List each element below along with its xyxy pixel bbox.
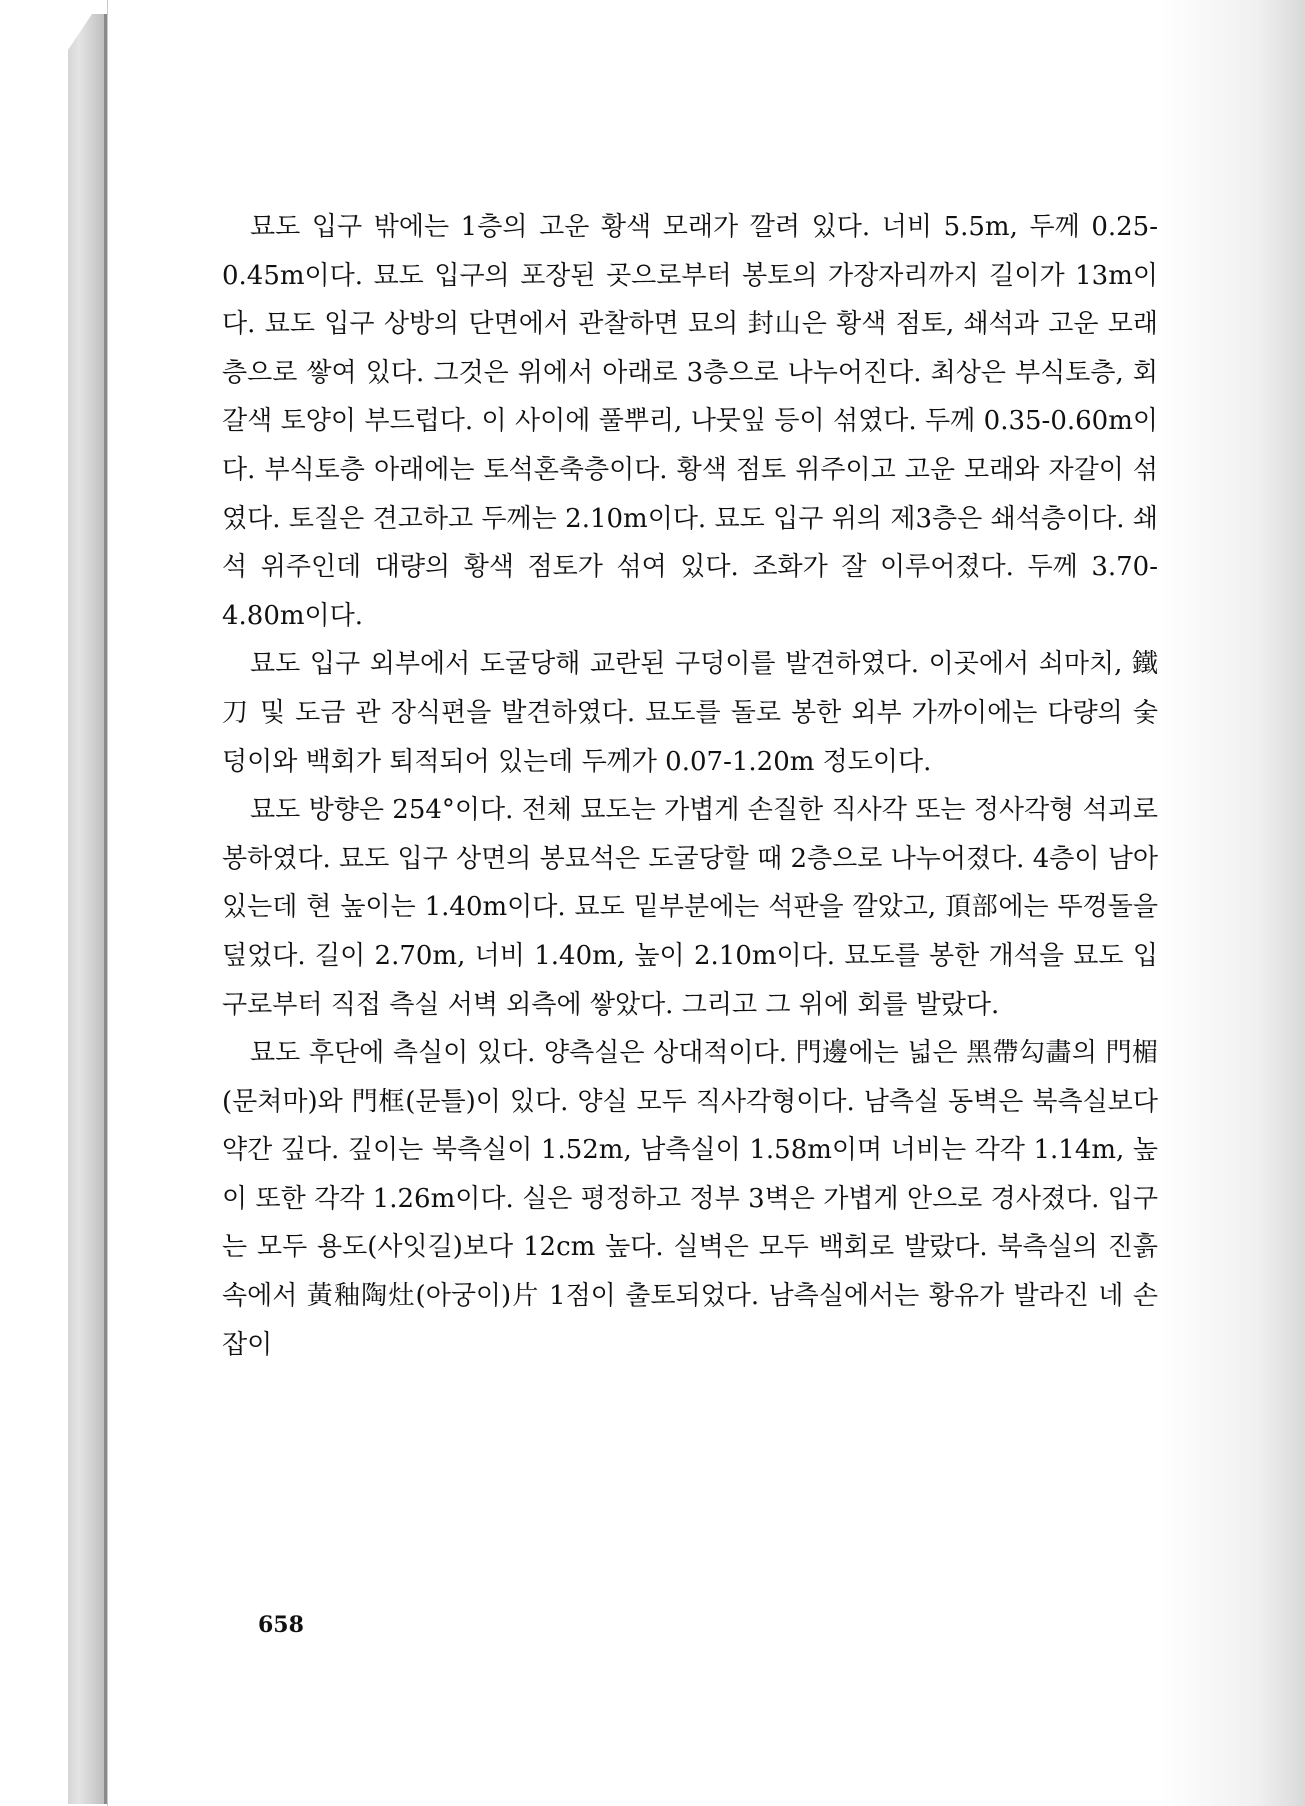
book-spine: [68, 14, 106, 1804]
page-border: [107, 0, 108, 1806]
body-text: [222, 203, 1158, 1369]
paragraph-2: 묘도 입구 외부에서 도굴당해 교란된 구덩이를 발견하였다. 이곳에서 쇠마치, 鐵刀 및 도금 관 장식편을 발견하였다. 묘도를 돌로 봉한 외부 가까이에는 다량의 숯덩이와 백회가 퇴적되어 있는데 두께가 0.07-1.20m 정도이다.: [222, 649, 1158, 777]
paragraph-4: 묘도 후단에 측실이 있다. 양측실은 상대적이다. 門邊에는 넓은 黑帶勾畵의 門楣(문쳐마)와 門框(문틀)이 있다. 양실 모두 직사각형이다. 남측실 동벽은 북측실보다 약간 깊다. 깊이는 북측실이 1.52m, 남측실이 1.58m이며 너비는 각각 1.14m, 높이 또한 각각 1.26m이다. 실은 평정하고 정부 3벽은 가볍게 안으로 경사졌다. 입구는 모두 용도(사잇길)보다 12cm 높다. 실벽은 모두 백회로 발랐다. 북측실의 진흙 속에서 黃釉陶灶(아궁이)片 1점이 출토되었다. 남측실에서는 황유가 발라진 네 손잡이: [222, 1038, 1158, 1360]
paragraph-3: 묘도 방향은 254°이다. 전체 묘도는 가볍게 손질한 직사각 또는 정사각형 석괴로 봉하였다. 묘도 입구 상면의 봉묘석은 도굴당할 때 2층으로 나누어졌다. 4층이 남아 있는데 현 높이는 1.40m이다. 묘도 밑부분에는 석판을 깔았고, 頂部에는 뚜껑돌을 덮었다. 길이 2.70m, 너비 1.40m, 높이 2.10m이다. 묘도를 봉한 개석을 묘도 입구로부터 직접 측실 서벽 외측에 쌓았다. 그리고 그 위에 회를 발랐다.: [222, 795, 1158, 1020]
page-number: 658: [258, 1612, 304, 1638]
paragraph-1: 묘도 입구 밖에는 1층의 고운 황색 모래가 깔려 있다. 너비 5.5m, 두께 0.25-0.45m이다. 묘도 입구의 포장된 곳으로부터 봉토의 가장자리까지 길이가 13m이다. 묘도 입구 상방의 단면에서 관찰하면 묘의 封山은 황색 점토, 쇄석과 고운 모래층으로 쌓여 있다. 그것은 위에서 아래로 3층으로 나누어진다. 최상은 부식토층, 회갈색 토양이 부드럽다. 이 사이에 풀뿌리, 나뭇잎 등이 섞였다. 두께 0.35-0.60m이다. 부식토층 아래에는 토석혼축층이다. 황색 점토 위주이고 고운 모래와 자갈이 섞였다. 토질은 견고하고 두께는 2.10m이다. 묘도 입구 위의 제3층은 쇄석층이다. 쇄석 위주인데 대량의 황색 점토가 섞여 있다. 조화가 잘 이루어졌다. 두께 3.70-4.80m이다.: [222, 212, 1158, 631]
